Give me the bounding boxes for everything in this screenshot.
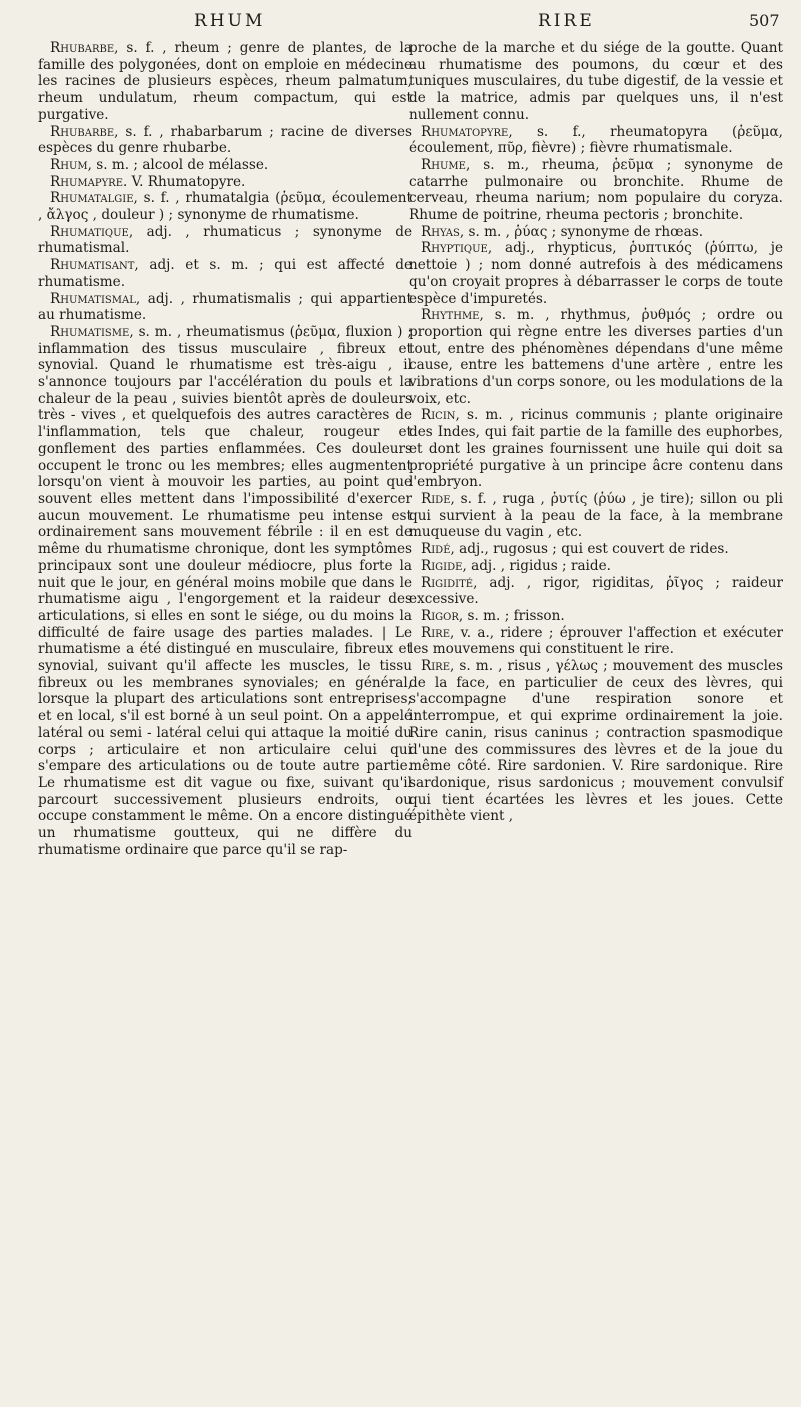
dictionary-entry xyxy=(38,291,412,324)
dictionary-entry xyxy=(409,224,783,241)
entry-text: proche de la marche et du siége de la goutte. Quant au rhumatisme des poumons, du cœur et des tuniques musculaires, du tube digestif, de la vessie et de la matrice, admis par quelques uns, il n'est nullement connu. xyxy=(409,40,783,123)
entry-headword: Rhume xyxy=(421,156,466,173)
entry-headword: Rhumatique xyxy=(50,223,129,240)
entry-headword: Rhythme xyxy=(421,307,480,324)
dictionary-entry xyxy=(409,124,783,157)
entry-text: , adj., rugosus ; qui est couvert de rides. xyxy=(450,541,729,558)
right-column xyxy=(409,40,783,825)
entry-text: , s. m. ; alcool de mélasse. xyxy=(87,156,269,173)
entry-headword: Rhumatalgie xyxy=(50,190,134,207)
entry-text: , adj. , rigidus ; raide. xyxy=(462,557,611,574)
entry-headword: Ridé xyxy=(421,541,451,558)
entry-text: , adj. , rigor, rigiditas, ῥῖγος ; raideur excessive. xyxy=(409,574,783,608)
dictionary-entry xyxy=(38,40,412,124)
entry-headword: Rhyas xyxy=(421,223,460,240)
entry-text: , s. f. , ruga , ῥυτίς (ῥύω , je tire); sillon ou pli qui survient à la peau de la face, à la membrane muqueuse du vagin , etc. xyxy=(409,490,783,541)
dictionary-entry xyxy=(38,157,412,174)
dictionary-entry xyxy=(38,224,412,257)
dictionary-entry xyxy=(409,541,783,558)
entry-headword: Rire xyxy=(421,658,451,675)
dictionary-entry xyxy=(409,625,783,658)
entry-headword: Rhumatopyre xyxy=(421,123,509,140)
entry-headword: Rhubarbe xyxy=(50,40,115,56)
entry-text: , adj. , rhumaticus ; synonyme de rhumatismal. xyxy=(38,223,412,257)
running-head-left: RHUM xyxy=(194,11,266,31)
entry-text: , s. m. ; frisson. xyxy=(458,607,565,624)
page-number: 507 xyxy=(749,11,780,30)
dictionary-entry xyxy=(409,407,783,491)
dictionary-entry xyxy=(38,324,412,859)
dictionary-entry xyxy=(409,558,783,575)
entry-headword: Rigide xyxy=(421,557,463,574)
dictionary-entry xyxy=(38,174,412,191)
dictionary-entry xyxy=(409,240,783,307)
entry-text: , s. m. , ricinus communis ; plante originaire des Indes, qui fait partie de la famille des euphorbes, et dont les graines fournissent une huile qui doit sa propriété purgative à un principe âcre contenu dans l'embryon. xyxy=(409,407,783,491)
running-head-right: RIRE xyxy=(538,11,595,31)
entry-headword: Rhumatisant xyxy=(50,257,135,274)
dictionary-entry xyxy=(38,190,412,223)
dictionary-entry xyxy=(38,124,412,157)
entry-headword: Rhumatismal xyxy=(50,290,136,307)
entry-text: , s. m. , risus , γέλως ; mouvement des muscles de la face, en particulier de ceux des lèvres, qui s'accompagne d'une respiration sonore et interrompue, et qui exprime ordinairement la joie. Rire canin, risus caninus ; contraction spasmodique d'une des commissures des lèvres et de la joue du même côté. Rire sardonien. V. Rire sardonique. Rire sardonique, risus sardonicus ; mouvement convulsif qui tient écartées les lèvres et les joues. Cette épithète vient , xyxy=(409,658,783,825)
entry-text: , s. f. , rheum ; genre de plantes, de la famille des polygonées, dont on emploie en médecine les racines de plusieurs espèces, rheum palmatum, rheum undulatum, rheum compactum, qui est purgative. xyxy=(38,40,412,123)
entry-headword: Rire xyxy=(421,624,451,641)
entry-text: , adj., rhypticus, ῥυπτικός (ῥύπτω, je nettoie ) ; nom donné autrefois à des médicamens qu'on croyait propres à débarrasser le corps de toute espèce d'impuretés. xyxy=(409,240,783,307)
dictionary-entry xyxy=(409,608,783,625)
entry-text: , s. m. , rhythmus, ῥυθμός ; ordre ou proportion qui règne entre les diverses parties d'un tout, entre des phénomènes dépendans d'une même cause, entre les battemens d'une artère , entre les vibrations d'un corps sonore, ou les modulations de la voix, etc. xyxy=(409,307,783,407)
dictionary-entry xyxy=(38,257,412,290)
entry-headword: Rigor xyxy=(421,607,459,624)
entry-text: , s. f. , rhabarbarum ; racine de diverses espèces du genre rhubarbe. xyxy=(38,123,412,157)
entry-headword: Rhumatisme xyxy=(50,323,130,340)
entry-text: , s. m., rheuma, ῥεῦμα ; synonyme de catarrhe pulmonaire ou bronchite. Rhume de cerveau, rheuma narium; nom populaire du coryza. Rhume de poitrine, rheuma pectoris ; bronchite. xyxy=(409,156,783,224)
entry-headword: Rigidité xyxy=(421,574,474,591)
dictionary-entry-continuation xyxy=(409,40,783,124)
left-column xyxy=(38,40,412,858)
dictionary-entry xyxy=(409,575,783,608)
entry-headword: Rhum xyxy=(50,156,88,173)
entry-headword: Rhumapyre. xyxy=(50,173,128,190)
entry-text: , adj. , rhumatismalis ; qui appartient au rhumatisme. xyxy=(38,290,412,324)
entry-text: , s. f., rheumatopyra (ῥεῦμα, écoulement, πῦρ, fièvre) ; fièvre rhumatismale. xyxy=(409,123,783,157)
entry-headword: Rhyptique xyxy=(421,240,488,257)
entry-text: , s. f. , rhumatalgia (ῥεῦμα, écoulement , ἄλγος , douleur ) ; synonyme de rhumatisme. xyxy=(38,190,412,224)
entry-headword: Rhubarbe xyxy=(50,123,115,140)
dictionary-entry xyxy=(409,307,783,407)
entry-text: , s. m. , ῥύας ; synonyme de rhœas. xyxy=(459,223,704,240)
entry-headword: Ricin xyxy=(421,407,456,424)
entry-headword: Ride xyxy=(421,490,451,507)
dictionary-entry xyxy=(409,658,783,825)
dictionary-entry xyxy=(409,491,783,541)
entry-text: , s. m. , rheumatismus (ῥεῦμα, fluxion ) ; inflammation des tissus musculaire , fibreux et synovial. Quand le rhumatisme est très-aigu , il s'annonce toujours par l'accélération du pouls et la chaleur de la peau , suivies bientôt après de douleurs très - vives , et quelquefois des autres caractères de l'inflammation, tels que chaleur, rougeur et gonflement des parties enflammées. Ces douleurs occupent le tronc ou les membres; elles augmentent lorsqu'on vient à mouvoir les parties, au point que souvent elles mettent dans l'impossibilité d'exercer aucun mouvement. Le rhumatisme peu intense est ordinairement sans mouvement fébrile : il en est de même du rhumatisme chronique, dont les symptômes principaux sont une douleur médiocre, plus forte la nuit que le jour, en général moins mobile que dans le rhumatisme aigu , l'engorgement et la raideur des articulations, si elles en sont le siége, ou du moins la difficulté de faire usage des parties malades. | Le rhumatisme a été distingué en musculaire, fibreux et synovial, suivant qu'il affecte les muscles, le tissu fibreux ou les membranes synoviales; en général, lorsque la plupart des articulations sont entreprises; et en local, s'il est borné à un seul point. On a appelé latéral ou semi - latéral celui qui attaque la moitié du corps ; articulaire et non articulaire celui qui s'empare des articulations ou de toute autre partie. Le rhumatisme est dit vague ou fixe, suivant qu'il parcourt successivement plusieurs endroits, ou occupe constamment le même. On a encore distingué un rhumatisme goutteux, qui ne diffère du rhumatisme ordinaire que parce qu'il se rap- xyxy=(38,323,412,858)
entry-text: V. Rhumatopyre. xyxy=(131,173,246,190)
entry-text: , adj. et s. m. ; qui est affecté de rhumatisme. xyxy=(38,257,412,290)
entry-text: , v. a., ridere ; éprouver l'affection et exécuter les mouvemens qui constituent le rire. xyxy=(409,624,783,658)
dictionary-entry xyxy=(409,157,783,224)
